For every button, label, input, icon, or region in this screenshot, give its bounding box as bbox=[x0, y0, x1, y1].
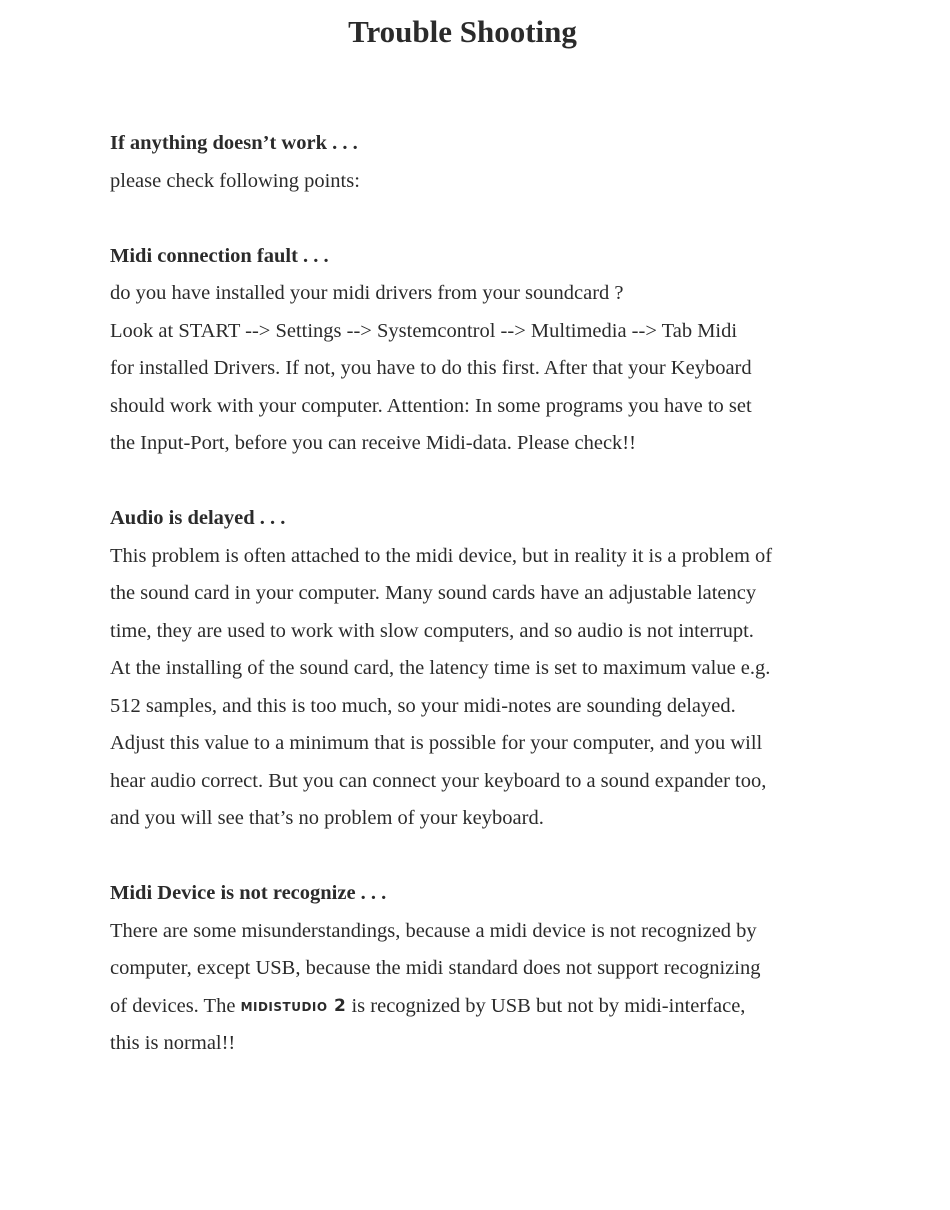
paragraph-line: 512 samples, and this is too much, so your midi-notes are sounding delayed. bbox=[110, 694, 736, 717]
paragraph-line: do you have installed your midi drivers from your soundcard ? bbox=[110, 282, 624, 304]
document-body bbox=[110, 125, 830, 1100]
section-midi-device bbox=[110, 875, 830, 1063]
section-heading: Midi Device is not recognize . . . bbox=[110, 882, 387, 904]
paragraph-line: the sound card in your computer. Many sound cards have an adjustable latency bbox=[110, 582, 757, 604]
page-title: Trouble Shooting bbox=[348, 14, 577, 49]
section-midi-connection bbox=[110, 238, 830, 463]
section-heading: Audio is delayed . . . bbox=[110, 507, 286, 529]
section-audio-delayed bbox=[110, 500, 830, 838]
paragraph-line: At the installing of the sound card, the latency time is set to maximum value e.g. bbox=[110, 657, 771, 679]
text-before-logo: of devices. The bbox=[110, 994, 236, 1017]
paragraph-line: for installed Drivers. If not, you have to do this first. After that your Keyboard bbox=[110, 357, 752, 379]
paragraph-line: Look at START --> Settings --> Systemcontrol --> Multimedia --> Tab Midi bbox=[110, 319, 738, 342]
section-heading: Midi connection fault . . . bbox=[110, 244, 329, 267]
paragraph-line: this is normal!! bbox=[110, 1032, 236, 1054]
text-after-logo: is recognized by USB but not by midi-interface, bbox=[351, 994, 746, 1017]
paragraph-line: Adjust this value to a minimum that is possible for your computer, and you will bbox=[110, 732, 763, 754]
section-heading: If anything doesn’t work . . . bbox=[110, 132, 358, 154]
paragraph-line: There are some misunderstandings, because a midi device is not recognized by bbox=[110, 919, 757, 942]
paragraph-line: please check following points: bbox=[110, 169, 360, 192]
paragraph-line: and you will see that’s no problem of your keyboard. bbox=[110, 807, 544, 829]
midistudio-logo: midistudio 2 bbox=[240, 995, 347, 1016]
paragraph-line: the Input-Port, before you can receive Midi-data. Please check!! bbox=[110, 432, 636, 454]
paragraph-line: hear audio correct. But you can connect your keyboard to a sound expander too, bbox=[110, 769, 767, 792]
paragraph-line: computer, except USB, because the midi standard does not support recognizing bbox=[110, 957, 761, 979]
paragraph-line-with-logo bbox=[110, 988, 830, 1026]
paragraph-line: time, they are used to work with slow computers, and so audio is not interrupt. bbox=[110, 619, 754, 642]
paragraph-line: This problem is often attached to the midi device, but in reality it is a problem of bbox=[110, 544, 773, 567]
section-if-anything bbox=[110, 125, 830, 200]
paragraph-line: should work with your computer. Attention: In some programs you have to set bbox=[110, 394, 752, 417]
